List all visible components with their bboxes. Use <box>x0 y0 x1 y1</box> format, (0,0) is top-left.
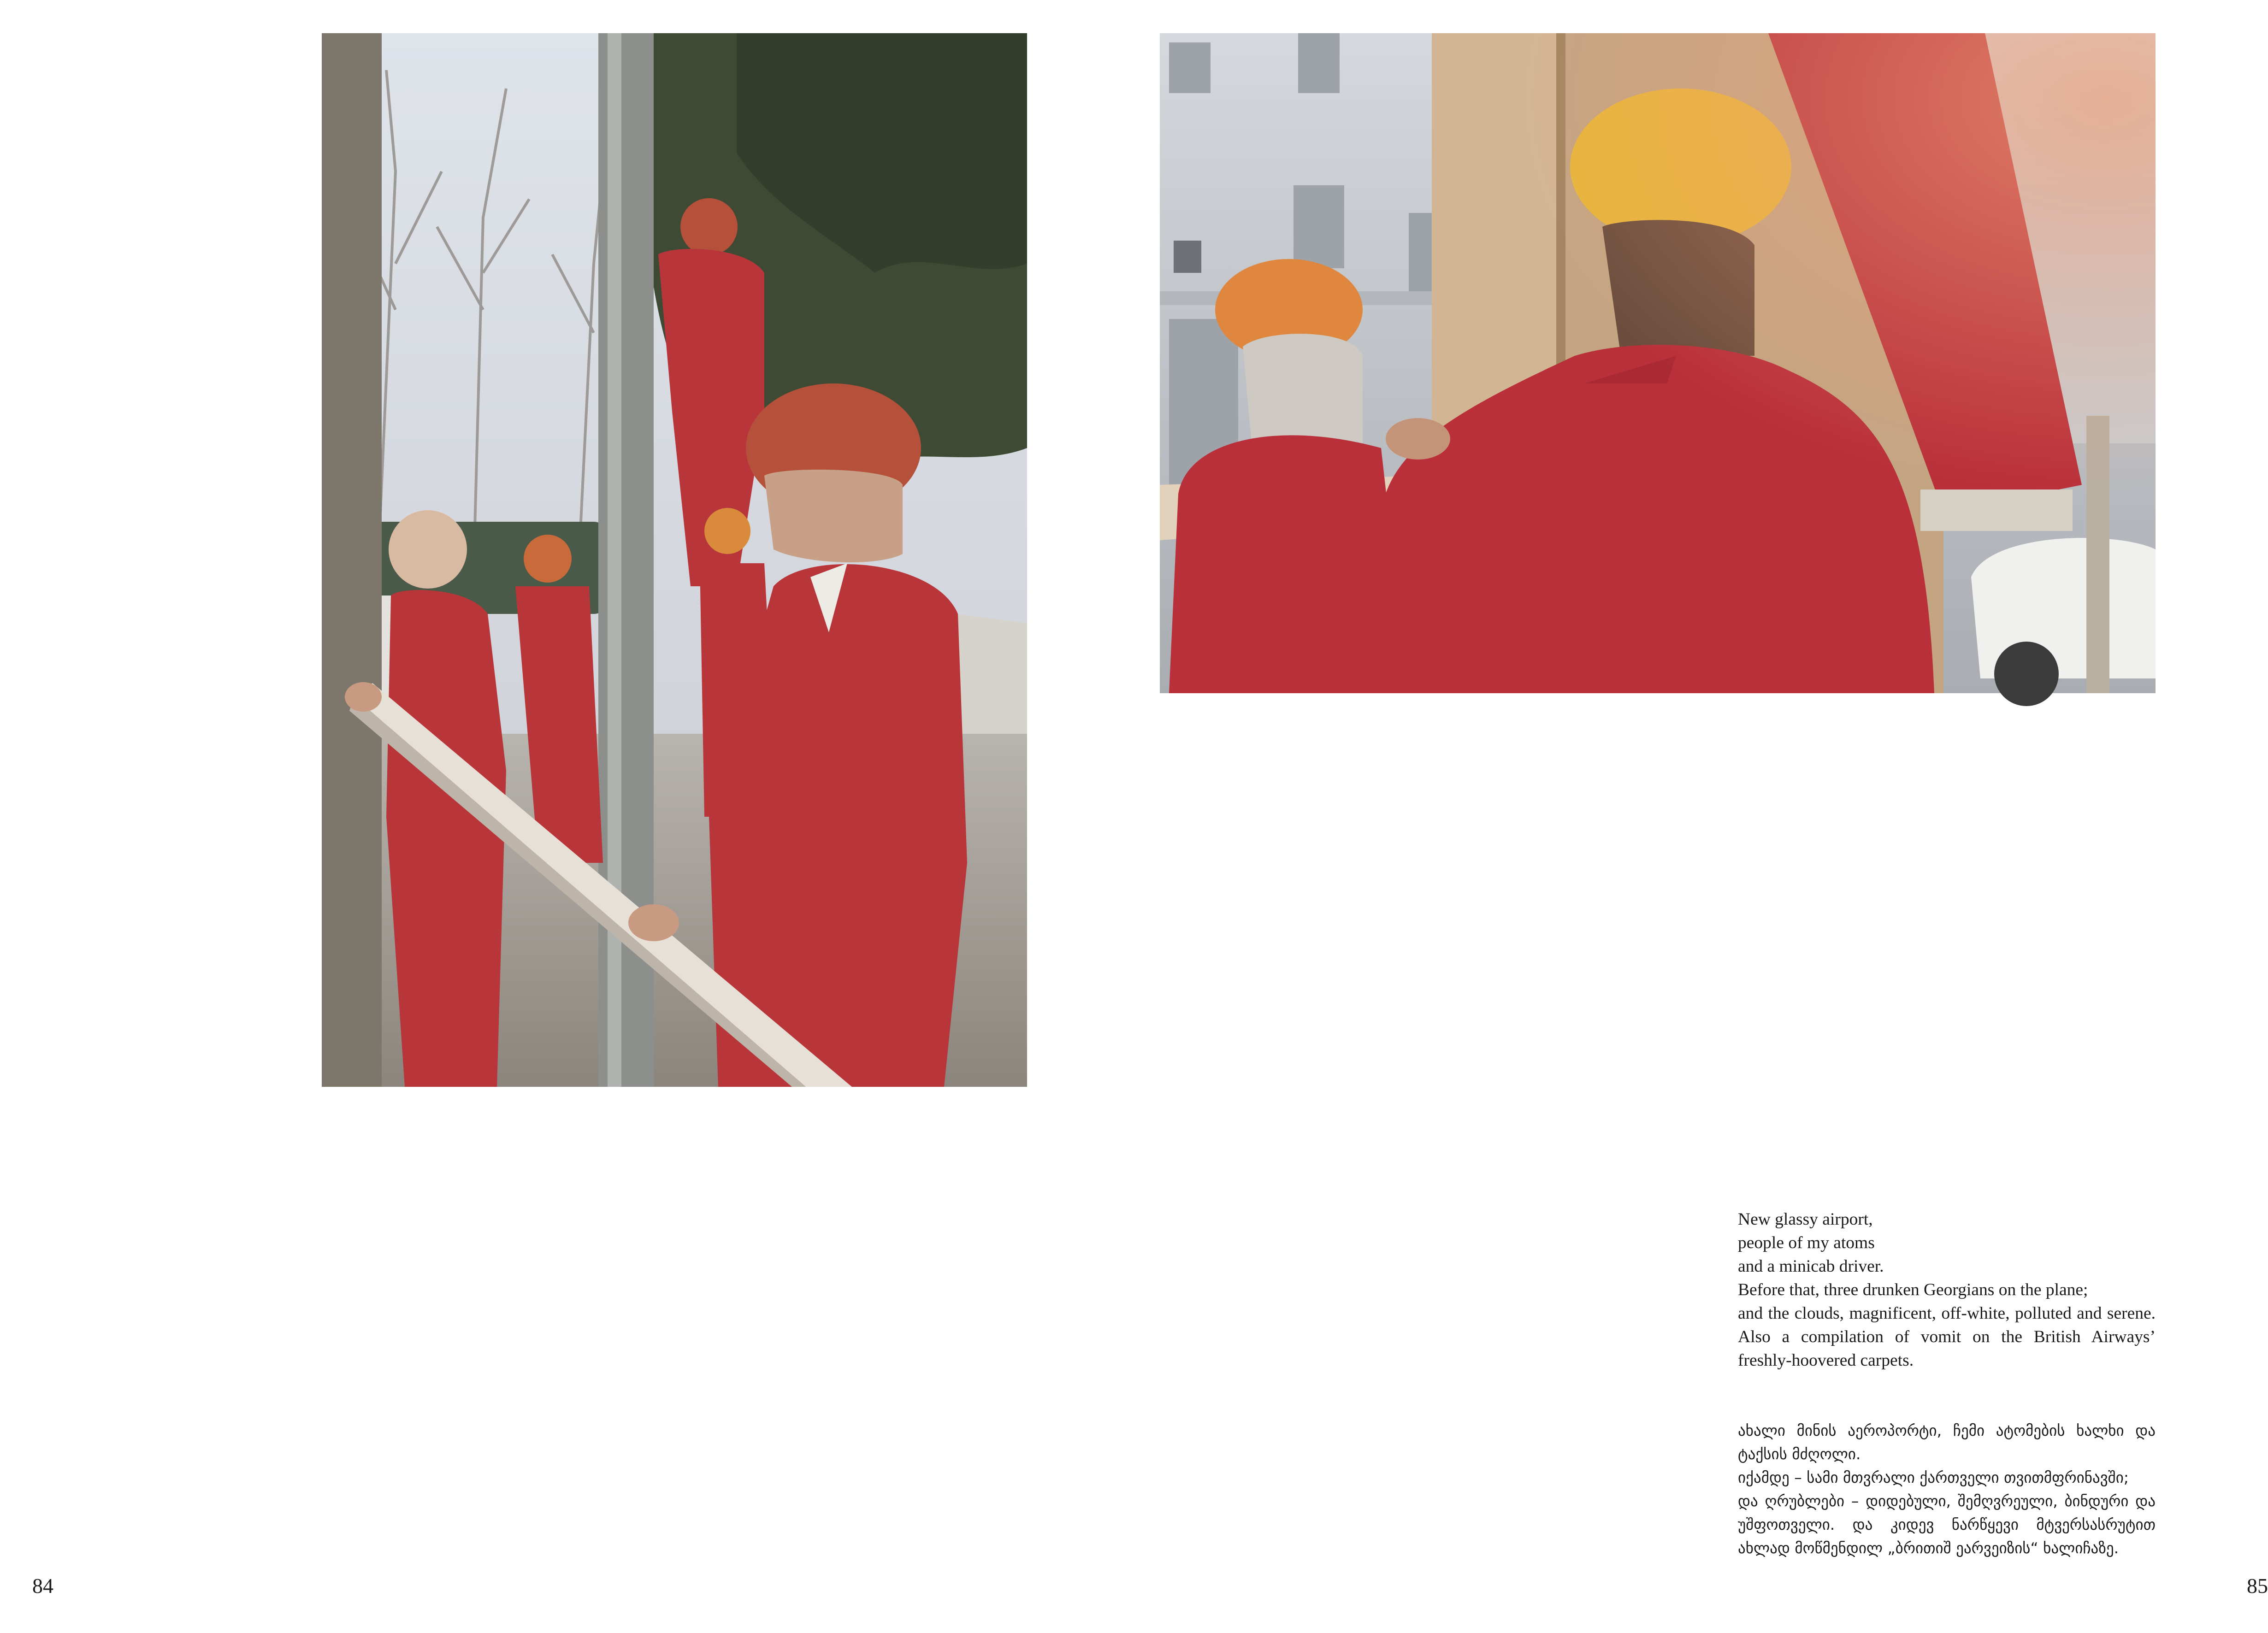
poem-english-line: Before that, three drunken Georgians on the plane; <box>1738 1280 2088 1299</box>
photo-workers-carrying-beam <box>322 33 1027 1087</box>
poem-georgian-line: იქამდე – სამი მთვრალი ქართველი თვითმფრინავში; <box>1738 1468 2129 1486</box>
left-page <box>0 0 1089 1633</box>
poem-georgian-line: ახალი მინის აეროპორტი, ჩემი ატომების ხალხი და ტაქსის მძღოლი. <box>1738 1421 2156 1463</box>
poem-english-line: and the clouds, magnificent, off-white, polluted and serene. Also a compilation of vomit on the British Airways’ freshly-hoovered carpets. <box>1738 1304 2156 1370</box>
page-number-left: 84 <box>32 1574 53 1598</box>
page-number-right: 85 <box>2247 1574 2268 1598</box>
poem-english-line: and a minicab driver. <box>1738 1257 1884 1276</box>
poem-georgian-line: და ღრუბლები – დიდებული, შემღვრეული, ბინდური და უშფოთველი. და კიდევ ნარწყევი მტვერსასრუტით ახლად მოწმენდილ „ბრითიშ ეარვეიზის“ ხალიჩაზე. <box>1738 1492 2156 1557</box>
photo-workers-carrying-beam-image <box>322 33 1027 1087</box>
poem-georgian <box>1738 1419 2156 1560</box>
poem-english-line: people of my atoms <box>1738 1233 1875 1252</box>
photo-workers-from-behind-image <box>1160 33 2156 693</box>
poem-english <box>1738 1208 2156 1372</box>
poem-english-line: New glassy airport, <box>1738 1210 1873 1229</box>
photo-workers-from-behind <box>1160 33 2156 693</box>
